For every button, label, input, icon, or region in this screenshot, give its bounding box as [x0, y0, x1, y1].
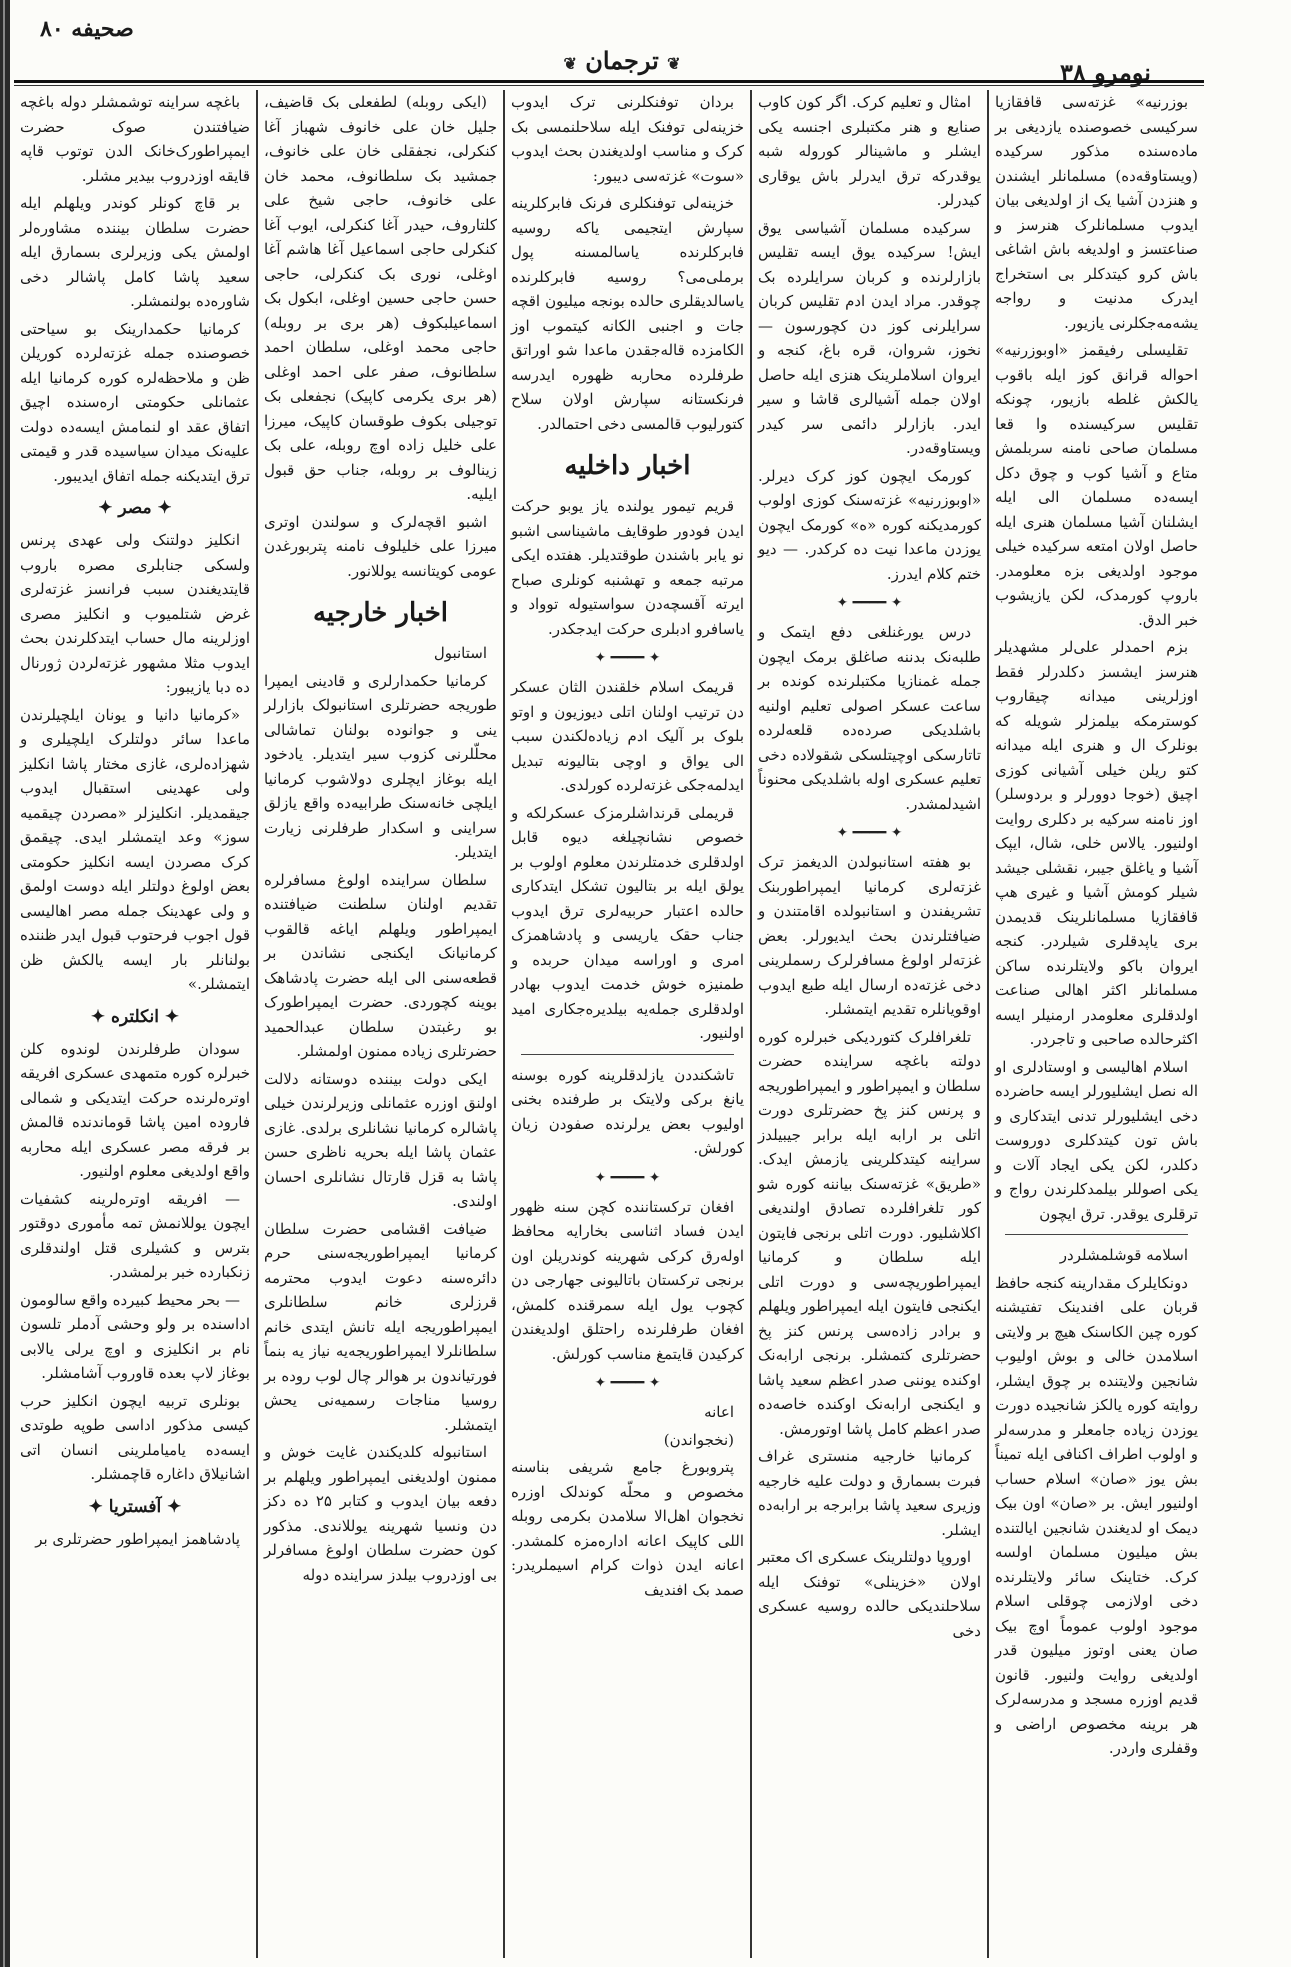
article-paragraph: (نخجواندن) — [663, 1430, 734, 1449]
column-2 — [752, 90, 987, 1958]
article-paragraph: بو هفته استانبولدن الدیغمز ترک غزته‌لری کرمانیا ایمپراطوربنک تشریفندن و استانبولده اقامتندن و ضیافتلرندن بحث ایدیورلر. بعض غزته‌لر اولوغ مسافرلرک رسملرینی دخی غزته‌ده ارسال ایله طبع ایدوب اوقویانلره تقدیم ایتمشلر. — [758, 853, 981, 1018]
article-paragraph: اوروپا دولتلرینک عسکری اک معتبر اولان «خزینلی» توفنک ایله سلاحلندیکی حالده روسیه عسکری دخی — [758, 1548, 981, 1640]
article-paragraph: سلطان سراینده اولوغ مسافرلره تقدیم اولنان سلطنت ضیافتنده ایمپراطور ویلهلم ایاغه قالقوب کرمانیانک ایکنجی نشاندن بر قطعه‌سنی الی ایله حضرت پادشاهک بوینه کچوردی. حضرت ایمپراطورک بو رغبتدن سلطان عبدالحمید حضرتلری زیاده ممنون اولمشلر. — [264, 870, 497, 1060]
article-paragraph: سودان طرفلرندن لوندوه کلن خبرلره کوره متمهدی عسکری افریقه اوتره‌لرنده حرکت ایتدیکی و شمالی فاروده امین پاشا قوماندنده قالمش بر فرقه مصر عسکری ایله محاربه واقع اولدیغی معلوم اولنیور. — [20, 1039, 250, 1180]
article-paragraph: (ایکی روبله) لطفعلی بک قاضیف، جلیل خان علی خانوف شهباز آغا کنکرلی، نجفقلی خان علی خانوف، جمشید بک سلطانوف، محمد خان علی خانوف، حاجی شیخ علی کلتاروف، حیدر آغا کنکرلی، ایوب آغا کنکرلی حاجی اسماعیل آغا هاشم آغا اوغلی، نوری بک کنکرلی، حاجی حسن حاجی حسین اوغلی، ابکول بک اسماعیلبکوف (هر بری بر روبله) حاجی محمد اوغلی، سلطان احمد سلطانوف، صفر علی احمد اوغلی (هر بری یکرمی کاپیک) نجفعلی بک توجیلی بکوف طوقسان کاپیک، میرزا علی خلیل زاده اوچ روبله، علی بک زینالوف بر روبله، جناب حق قبول ایلیه. — [264, 93, 497, 503]
article-paragraph: کرمانیا خارجیه منستری غراف فبرت بسمارق و دولت علیه خارجیه وزیری سعید پاشا برابرجه بر ارابه‌ده ایشلر. — [758, 1447, 981, 1539]
article-paragraph: ایکی دولت بیننده دوستانه دلالت اولنق اوزره عثمانلی وزیرلرندن خیلی پاشالره کرمانیا نشانلری برلدی. غازی عثمان پاشا ایله بحریه ناظری حسن پاشا به قزل قارتال نشانلری احسان اولندی. — [264, 1069, 497, 1210]
article-paragraph: افغان ترکستاننده کچن سنه ظهور ایدن فساد اثناسی بخارایه محافظ اوله‌رق کرکی شهرینه کوندریلن اون برنجی ترکستان باتالیونی جهارجی دن کچوب یول ایله سمرقنده کلمش، افغان طرفلرنده راحتلق اولدیغندن کرکیدن قایتمغ مناسب کورلش. — [511, 1197, 744, 1363]
newspaper-title — [532, 46, 712, 75]
binding-edge — [0, 0, 10, 1967]
article-paragraph: تقلیسلی رفیقمز «اوبوزرنیه» احواله قرانق کوز ایله باقوب یالکش غلطه بازیور، چونکه تقلیس سرکیسنده وا قعا مسلمان صاحی نامنه سربلمش متاع و آشیا کوب و چوق دکل ایسه‌ده مسلمان الی ایله ایشلنان آشیا مسلمان هنری ایله حاصل اولان امتعه سرکیده خیلی موجود اولدیغی بزه معلومدر. باروپ کورمدک، لکن یازیشوب خبر الدق. — [995, 341, 1198, 629]
country-subheading: ✦ مصر ✦ — [98, 498, 172, 518]
separator-ornament-icon: ✦ ━━━━ ✦ — [836, 595, 903, 611]
article-paragraph: اسلامه قوشلمشلردر — [1059, 1246, 1188, 1264]
column-divider — [987, 90, 989, 1958]
separator-ornament-icon: ✦ ━━━━ ✦ — [594, 650, 661, 666]
header-rule — [14, 80, 1204, 83]
article-paragraph: بردان توفنکلرنی ترک ایدوب خزینه‌لی توفنک ایله سلاحلنمسی بک کرک و مناسب اولدیغندن بحث ایدوب «سوت» غزته‌سی دیبور: — [511, 93, 744, 185]
article-paragraph: پادشاهمز ایمپراطور حضرتلری بر — [35, 1529, 240, 1548]
text-columns — [14, 90, 1204, 1958]
article-paragraph: پتروبورغ جامع شریفی بناسنه مخصوص و محلّه کوندلک اوزره نخجوان اهل‌الا سلامدن بکرمی روبله اللی کاپیک اعانه اداره‌مزه کلمشدر. اعانه ایدن ذوات کرام اسیملریدر: صمد بک افندیف — [511, 1458, 744, 1599]
article-paragraph: استانبول — [433, 644, 487, 662]
article-paragraph: — بحر محیط کبیرده واقع سالومون اداسنده بر ولو وحشی آدملر تلسون نام بر انکلیزی و اوچ یرلی یالابی بوغاز لاپ بعده قاوروب آشامشلر. — [20, 1290, 250, 1382]
article-paragraph: کرمانیا حکمدارینک بو سیاحتی خصوصنده جمله غزته‌لرده کوریلن ظن و ملاحظه‌لره کوره کرمانیا ایله عثمانلی حکومتی اره‌سنده اچیق اتفاق عقد او لنمامش ایسه‌ده دولت علیه‌نک میدان سیاسیده قدر و قیمتی ترق ایتدیکنه جمله اتفاق ایدیبور. — [20, 319, 250, 485]
article-paragraph: باغچه سراینه توشمشلر دوله باغچه ضیافتندن صوک حضرت ایمپراطورک‌خانک الدن توتوب قاپه قایقه اوزدروب بیدیر مشلر. — [20, 93, 250, 185]
article-paragraph: قریم تیمور یولنده یاز یوبو حرکت ایدن فودور طوقایف ماشیناسی اشبو نو یابر باشندن طوقتدیلر. هفتده ایکی مرتبه جمعه و تهشنبه کونلری صباح ایرته آقسچه‌دن سواستیوله توواد و یاسافرو ادبلری حرکت ایدجکدر. — [511, 497, 744, 638]
article-paragraph: بوزرنیه» غزته‌سی قافقازیا سرکیسی خصوصنده یازدیغی بر ماده‌سنده مذکور سرکیده (ویستاوقه‌ده) مسلمانلر ایشندن و هنزدن آشیا یک از اولدیغی بیان ایدوب مسلمانلرک هنرسز و صناعتسز و اولدیغه باش اشاغی باش کرو کیتدکلر بی استخراج ایدرک مدنیت و رواجه یشه‌مه‌جکلرنی یازیور. — [995, 93, 1198, 332]
article-paragraph: استانبوله کلدیکندن غایت خوش و ممنون اولدیغنی ایمپراطور ویلهلم بر دفعه بیان ایدوب و کتابر ۲۵ ده دکز دن ونسیا شهرینه یوللاندی. مذکور کون حضرت سلطان اولوغ مسافرلر بی اوزدروب بیلدز سراینده دوله — [264, 1443, 497, 1584]
column-1 — [989, 90, 1204, 1958]
article-paragraph: کرمانیا حکمدارلری و قادینی ایمپرا طوریجه حضرتلری استانبولک بازارلر ینی و جوانوده بولنان تماشالی محلّلرنی کزوب سیر ایتدیلر. یادخود ایله بوغاز ایچلری دولاشوب کرمانیا ایلچی خانه‌سنک طرابیه‌ده واقع یازلق سراینی و اسکدار طرفلرنی زیارت ایتدیلر. — [264, 671, 497, 861]
article-paragraph: «کرمانیا دانیا و یونان ایلچیلرندن ماعدا سائر دولتلرک ایلچیلری و شهزاده‌لری، غازی مختار پاشا انکلیز ولی عهدینی استقبال ایدوب جیقمدیلر. انکلیزلر «مصردن چیقمیه سوز» وعد ایتمشلر ایدی. چیقمق کرک مصردن ایسه انکلیز حکومتی بعض اولوغ دولتلر ایله دوست اولمق و ولی عهدینک جمله مصر اهالیسی قول اجوب فرحتوب قبول ایدر ظننده بولنانلر بار ایسه یالکش ظن ایتمشلر.» — [20, 705, 250, 993]
separator-ornament-icon: ✦ ━━━━ ✦ — [594, 1375, 661, 1391]
separator-ornament-icon: ✦ ━━━━ ✦ — [836, 825, 903, 841]
article-paragraph: سرکیده مسلمان آشیاسی یوق ایش! سرکیده یوق ایسه تقلیس بازارلرنده و کربان سرایلرده بک چوقدر. مراد ایدن ادم تقلیس کربان سرایلرنی کوز دن کچورسون — نخوز، شروان، قره باغ، کنجه و ایروان اسلاملرینک هنزی ایله حاصل اولان جمله آشیالری قاشا و سیر ایدر. بازارلر دائمی سر کیدر ویستاوقه‌در. — [758, 218, 981, 457]
column-3 — [505, 90, 750, 1958]
article-paragraph: ضیافت اقشامی حضرت سلطان کرمانیا ایمپراطوریجه‌سنی حرم دائره‌سنه دعوت ایدوب محترمه قرزلری خانم سلطانلری ایمپراطوریجه ایله تانش ایتدی خانم سلطانلرلا ایمپراطوریجه‌یه نیاز یه بنماً فورتیاندون بر هوالر چال لوب روده بر روسیا مناجات رسمیه‌نی یحش ایتمشلر. — [264, 1219, 497, 1434]
section-rule — [1005, 1234, 1188, 1235]
article-paragraph: دونکایلرک مقدارینه کنجه حافظ قربان علی افندینک تفتیشنه کوره چین الکاسنک هیچ بر ولایتی اسلامدن خالی و بوش اولیوب شانجین ولایتنده بر چوق ایشلر، روایته کوره یالکز شانجیده دورت یوزدن زیاده جامعلر و مدرسه‌لر و اولوب اطراف اکنافی ایله تمیناً بش یوز «صان» اسلام حساب اولنیور ایش. بر «صان» اون بیک دیمک او لدیغندن شانجین ایالتنده بش میلیون مسلمان اولسه کرک. ختاینک سائر ولایتلرنده دخی اولازمی چوقلی اسلام موجود اولوب عموماً اوچ بیک صان یعنی اوتوز میلیون قدر اولدیغی روایت ولنیور. قانون قدیم اوزره مسجد و مدرسه‌لرک هر برینه مخصوص اراضی و وقفلری واردر. — [995, 1273, 1198, 1757]
article-paragraph: انکلیز دولتنک ولی عهدی پرنس ولسکی جنابلری مصره باروب قایتدیغندن سبب فرانسز غزته‌لری غرض شتلمیوب و انکلیز مصری اوزلرینه مال حساب ایتدکلرندن بحث ایدوب مثلا مشهور غزته‌لردن ژورنال ده دبا یازیبور: — [20, 531, 250, 696]
article-paragraph: خزینه‌لی توفنکلری فرنک فابرکلرینه سپارش ایتجیمی یاکه روسیه فابرکلرنده یاسالمسنه پول برملی‌می؟ روسیه فابرکلرنده یاسالدیقلری حالده بونجه میلیون اقچه جات و اجنبی الکانه کیتموب اوز الکامزده قاله‌جقدن ماعدا شو اوراتق طرفلرده محاربه ظهوره ایدرسه فرنکستانه سپارش اولان سلاح کتورلیوب قالمسی دخی احتمالدر. — [511, 194, 744, 433]
article-paragraph: بر قاچ کونلر کوندر ویلهلم ایله حضرت سلطان بیننده مشاوره‌لر اولمش یکی وزیرلری بسمارق ایله سعید پاشا کامل پاشالر دخی شاوره‌ده بولنمشلر. — [20, 194, 250, 310]
country-subheading: ✦ انکلتره ✦ — [90, 1006, 180, 1027]
article-paragraph: کورمک ایچون کوز کرک دیرلر. «اوبوزرنیه» غزته‌سنک کوزی اولوب کورمدیکنه کوره «ه» کورمک ایچون یوزدن ماعدا نیت ده کرکدر. — دیو ختم کلام ایدرز. — [758, 466, 981, 583]
article-paragraph: — افریقه اوتره‌لرینه کشفیات ایچون یوللانمش تمه مأموری دوقتور بترس و کشیلری قتل اولندقلری زنکبارده خبر برلمشدر. — [20, 1189, 250, 1281]
section-heading: اخبار خارجیه — [312, 598, 449, 628]
article-paragraph: درس یورغنلغی دفع ایتمک و طلبه‌نک بدننه صاغلق برمک ایچون جمله غمنازیا مکتبلرنده کونده بر ساعت عسکر اصولی تعلیم اولنیه باشلدیکی صرده‌ده قلعه‌لرده تاتارسکی اوچیتلسکی شقولاده دخی تعلیم عسکری اوله باشلدیکی محنوناً اشیدلمشدر. — [758, 623, 981, 813]
article-paragraph: اشبو اقچه‌لرک و سولندن اوتری میرزا علی خلیلوف نامنه پتربورغدن عومی کویتانسه یوللانور. — [264, 512, 497, 580]
article-paragraph: بزم احمدلر علی‌لر مشهدیلر هنرسز ایشسز دکلدرلر فقط اوزلرینی میدانه چیقاروب کوسترمکه بیلمزلر شویله که بونلرک ال و هنری ایله میدانه کتو ریلن خیلی آشیانی کوزی اچیق (خوجا دوورلر و بردوسلر) اوز نامنه سرکیه بر دکلری روایت اولنیور. یالاس خلی، شال، ایپک آشیا و یاغلق جیبر، نقشلی جیشد شیلر کومش آشیا و غیری هپ قافقازیا مسلمانلرینک قدیمدن بری یاپدقلری شیلردر. کنجه ایروان باکو ولایتلرنده ساکن مسلمانلر اکثر اهالی صناعت اولدقلری معلومدر ارمنیلر ایسه اکثرحالده صاحبی و تاجردر. — [995, 638, 1198, 1048]
page-number-label: صحیفه ۸۰ — [40, 16, 134, 42]
article-paragraph: بونلری تربیه ایچون انکلیز حرب کیسی مذکور اداسی طوپه طوتدی ایسه‌ده یامیاملرینی انسان اتی اشانیلاق داغاره قاچمشلر. — [20, 1391, 250, 1483]
header-rule-thin — [14, 85, 1204, 86]
masthead — [12, 6, 1212, 87]
issue-number-label: نومرو ۳۸ — [1060, 58, 1151, 87]
separator-ornament-icon: ✦ ━━━━ ✦ — [594, 1169, 661, 1186]
column-5 — [14, 90, 256, 1958]
title-ornament-icon: ❦ — [667, 54, 681, 73]
title-ornament-icon: ❦ — [563, 54, 577, 73]
section-heading: اخبار داخلیه — [564, 451, 691, 481]
article-paragraph: تاشکنددن یازلدقلرینه کوره بوسنه یانغ برکی ولایتک بر طرفنده بخنی اولیوب بعض یرلرنده صفودن زیان کورلش. — [511, 1065, 744, 1157]
column-4 — [258, 90, 503, 1958]
title-text: ترجمان — [585, 46, 659, 75]
column-divider — [750, 90, 752, 1958]
article-paragraph: امثال و تعلیم کرک. اگر کون کاوب صنایع و هنر مکتبلری اجنسه یکی ایشلر و ماشینالر کوروله شبه یوقدرکه ترق ایدرلر باش یوقاری کیدرلر. — [758, 93, 981, 209]
article-paragraph: قریمک اسلام خلقندن الثان عسکر دن ترتیب اولنان اتلی دیوزیون و اوتو بلوک بر آلیک ادم زیاده‌لکندن سبب الی یواق و اوچی بتالیونه تبدیل ایدلمه‌جکی غزته‌لرده کورلدی. — [511, 678, 744, 794]
column-divider — [256, 90, 258, 1958]
article-paragraph: قریملی قرنداشلرمزک عسکرلکه و خصوص نشانچیلغه دیوه قابل اولدقلری خدمتلرندن معلوم اولوب بر یولق ایله بر بتالیون تشکل ایتدکاری حالده اعتبار حربیه‌لری ترق ایدوب جناب حقک یاریسی و پادشاهمزک امری و اوراسه میدان حربده و طمنیزه خوش خدمت ایدوب بهادر اولدقلری جمله‌یه بیلدیره‌جکاری امید اولنیور. — [511, 803, 744, 1042]
column-divider — [503, 90, 505, 1958]
article-paragraph: اعانه — [704, 1403, 734, 1421]
article-paragraph: اسلام اهالیسی و اوستادلری او اله نصل ایشلیورلر ایسه حاضرده دخی ایشلیورلر تدنی ایتدکاری و باش تون کیتدکلری دوروست دکلدر، لکن یکی ایجاد آلات و یکی اصوللر بیلمدکلرندن رواج و ترقلری یوقدر. ترق ایچون — [995, 1057, 1198, 1223]
article-paragraph: تلغرافلرک کتوردیکی خبرلره کوره دولته باغچه سراینده حضرت سلطان و ایمپراطور و ایمپراطوریجه و پرنس کنز پخ حضرتلری دورت اتلی بر ارابه ایله برابر جیبیلدز سراینه کیتدکلرینی یازمش ایدک. «طریق» غزته‌سنک بیاننه کوره شو کور تلغرافلرده تصادق اولندیغی اکلاشلیور. دورت اتلی برنجی فایتون ایله سلطان و کرمانیا ایمپراطوریچه‌سی و دورت اتلی ایکنجی فایتون ایله ایمپراطور ویلهلم و برادر زاده‌سی پرنس کنز پخ حضرتلری کتمشلر. برنجی ارابه‌نک اوکنده یوننی صدر اعظم سعید پاشا و ایکنجی ارابه‌نک اوکنده خاصه‌ده صدر اعظم کامل پاشا اوتورمش. — [758, 1027, 981, 1438]
section-rule — [521, 1054, 734, 1055]
country-subheading: ✦ آفستریا ✦ — [88, 1496, 182, 1517]
